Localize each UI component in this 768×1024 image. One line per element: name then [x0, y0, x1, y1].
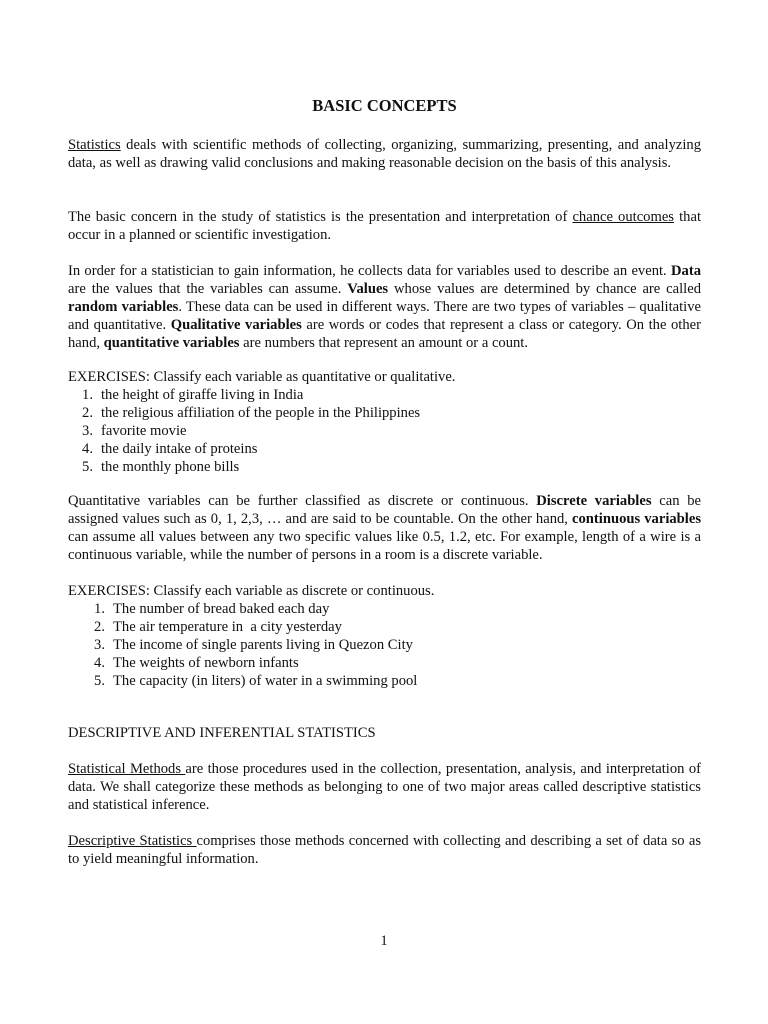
chance-outcomes-paragraph — [68, 208, 701, 244]
page-title: BASIC CONCEPTS — [312, 96, 457, 115]
paragraph-text: comprises those methods concerned with collecting and describing a set of data so as to yield meaningful information. — [68, 833, 701, 867]
descriptive-statistics-term: Descriptive Statistics — [68, 833, 197, 849]
paragraph-text: are the values that the variables can assume. — [68, 281, 348, 297]
quantitative-variables-term: quantitative variables — [103, 335, 240, 351]
paragraph-text: are words or codes that represent a class or category. On the other hand, — [68, 317, 701, 351]
item-text: The capacity (in liters) of water in a swimming pool — [113, 673, 418, 689]
paragraph-text: In order for a statistician to gain information, he collects data for variables used to describe an event. — [68, 263, 671, 279]
statistical-methods-paragraph — [68, 760, 701, 814]
list-item — [68, 618, 417, 636]
list-item — [68, 600, 417, 618]
list-item — [68, 404, 420, 422]
page-number: 1 — [380, 933, 388, 949]
list-item — [68, 672, 417, 690]
descriptive-statistics-paragraph — [68, 832, 701, 868]
paragraph-text: are numbers that represent an amount or a count. — [239, 335, 529, 351]
exercise-1-heading: EXERCISES: Classify each variable as quantitative or qualitative. — [68, 369, 456, 385]
values-term: Values — [347, 281, 389, 297]
item-number: 5. — [82, 459, 93, 475]
data-term: Data — [671, 263, 701, 279]
section-heading: DESCRIPTIVE AND INFERENTIAL STATISTICS — [68, 725, 376, 741]
item-text: favorite movie — [101, 423, 187, 439]
paragraph-text: Quantitative variables can be further classified as discrete or continuous. — [68, 493, 537, 509]
list-item — [68, 654, 417, 672]
item-number: 3. — [94, 637, 105, 653]
item-text: the daily intake of proteins — [101, 441, 258, 457]
item-number: 1. — [82, 387, 93, 403]
exercise-2-heading: EXERCISES: Classify each variable as discrete or continuous. — [68, 583, 435, 599]
item-text: the monthly phone bills — [101, 459, 240, 475]
paragraph-text: are those procedures used in the collection, presentation, analysis, and interpretation of data. We shall categorize these methods as belonging to one of two major areas called descriptive statistics and statistical inference. — [68, 761, 701, 813]
paragraph-text: can be assigned values such as 0, 1, 2,3, … and are said to be countable. On the other hand, — [68, 493, 702, 527]
statistical-methods-term: Statistical Methods — [68, 761, 186, 777]
paragraph-text: whose values are determined by chance are called — [388, 281, 701, 297]
item-number: 4. — [82, 441, 93, 457]
paragraph-text: . These data can be used in different ways. There are two types of variables – qualitative and quantitative. — [68, 299, 701, 333]
continuous-variables-term: continuous variables — [572, 511, 702, 527]
statistics-definition-paragraph — [68, 136, 701, 172]
paragraph-text: that occur in a planned or scientific investigation. — [68, 209, 701, 243]
item-number: 3. — [82, 423, 93, 439]
item-number: 2. — [94, 619, 105, 635]
item-number: 5. — [94, 673, 105, 689]
chance-outcomes-term: chance outcomes — [572, 209, 674, 225]
item-text: the height of giraffe living in India — [101, 387, 304, 403]
list-item — [68, 458, 420, 476]
variables-paragraph — [68, 262, 701, 352]
statistics-term: Statistics — [68, 137, 121, 153]
item-number: 2. — [82, 405, 93, 421]
exercise-2-list — [68, 600, 417, 690]
item-text: The income of single parents living in Quezon City — [113, 637, 413, 653]
item-number: 4. — [94, 655, 105, 671]
exercise-1-list — [68, 386, 420, 476]
item-text: The air temperature in a city yesterday — [113, 619, 342, 635]
random-variables-term: random variables — [68, 299, 179, 315]
item-number: 1. — [94, 601, 105, 617]
qualitative-variables-term: Qualitative variables — [170, 317, 302, 333]
list-item — [68, 636, 417, 654]
item-text: The weights of newborn infants — [113, 655, 299, 671]
item-text: the religious affiliation of the people in the Philippines — [101, 405, 421, 421]
list-item — [68, 422, 420, 440]
statistics-definition-text: deals with scientific methods of collecting, organizing, summarizing, presenting, and analyzing data, as well as drawing valid conclusions and making reasonable decision on the basis of this analysis. — [68, 137, 701, 171]
paragraph-text: can assume all values between any two specific values like 0.5, 1.2, etc. For example, length of a wire is a continuous variable, while the number of persons in a room is a discrete variable. — [68, 529, 701, 563]
discrete-variables-term: Discrete variables — [536, 493, 652, 509]
item-text: The number of bread baked each day — [113, 601, 330, 617]
paragraph-text: The basic concern in the study of statistics is the presentation and interpretation of — [68, 209, 573, 225]
discrete-continuous-paragraph — [68, 492, 701, 564]
list-item — [68, 386, 420, 404]
list-item — [68, 440, 420, 458]
